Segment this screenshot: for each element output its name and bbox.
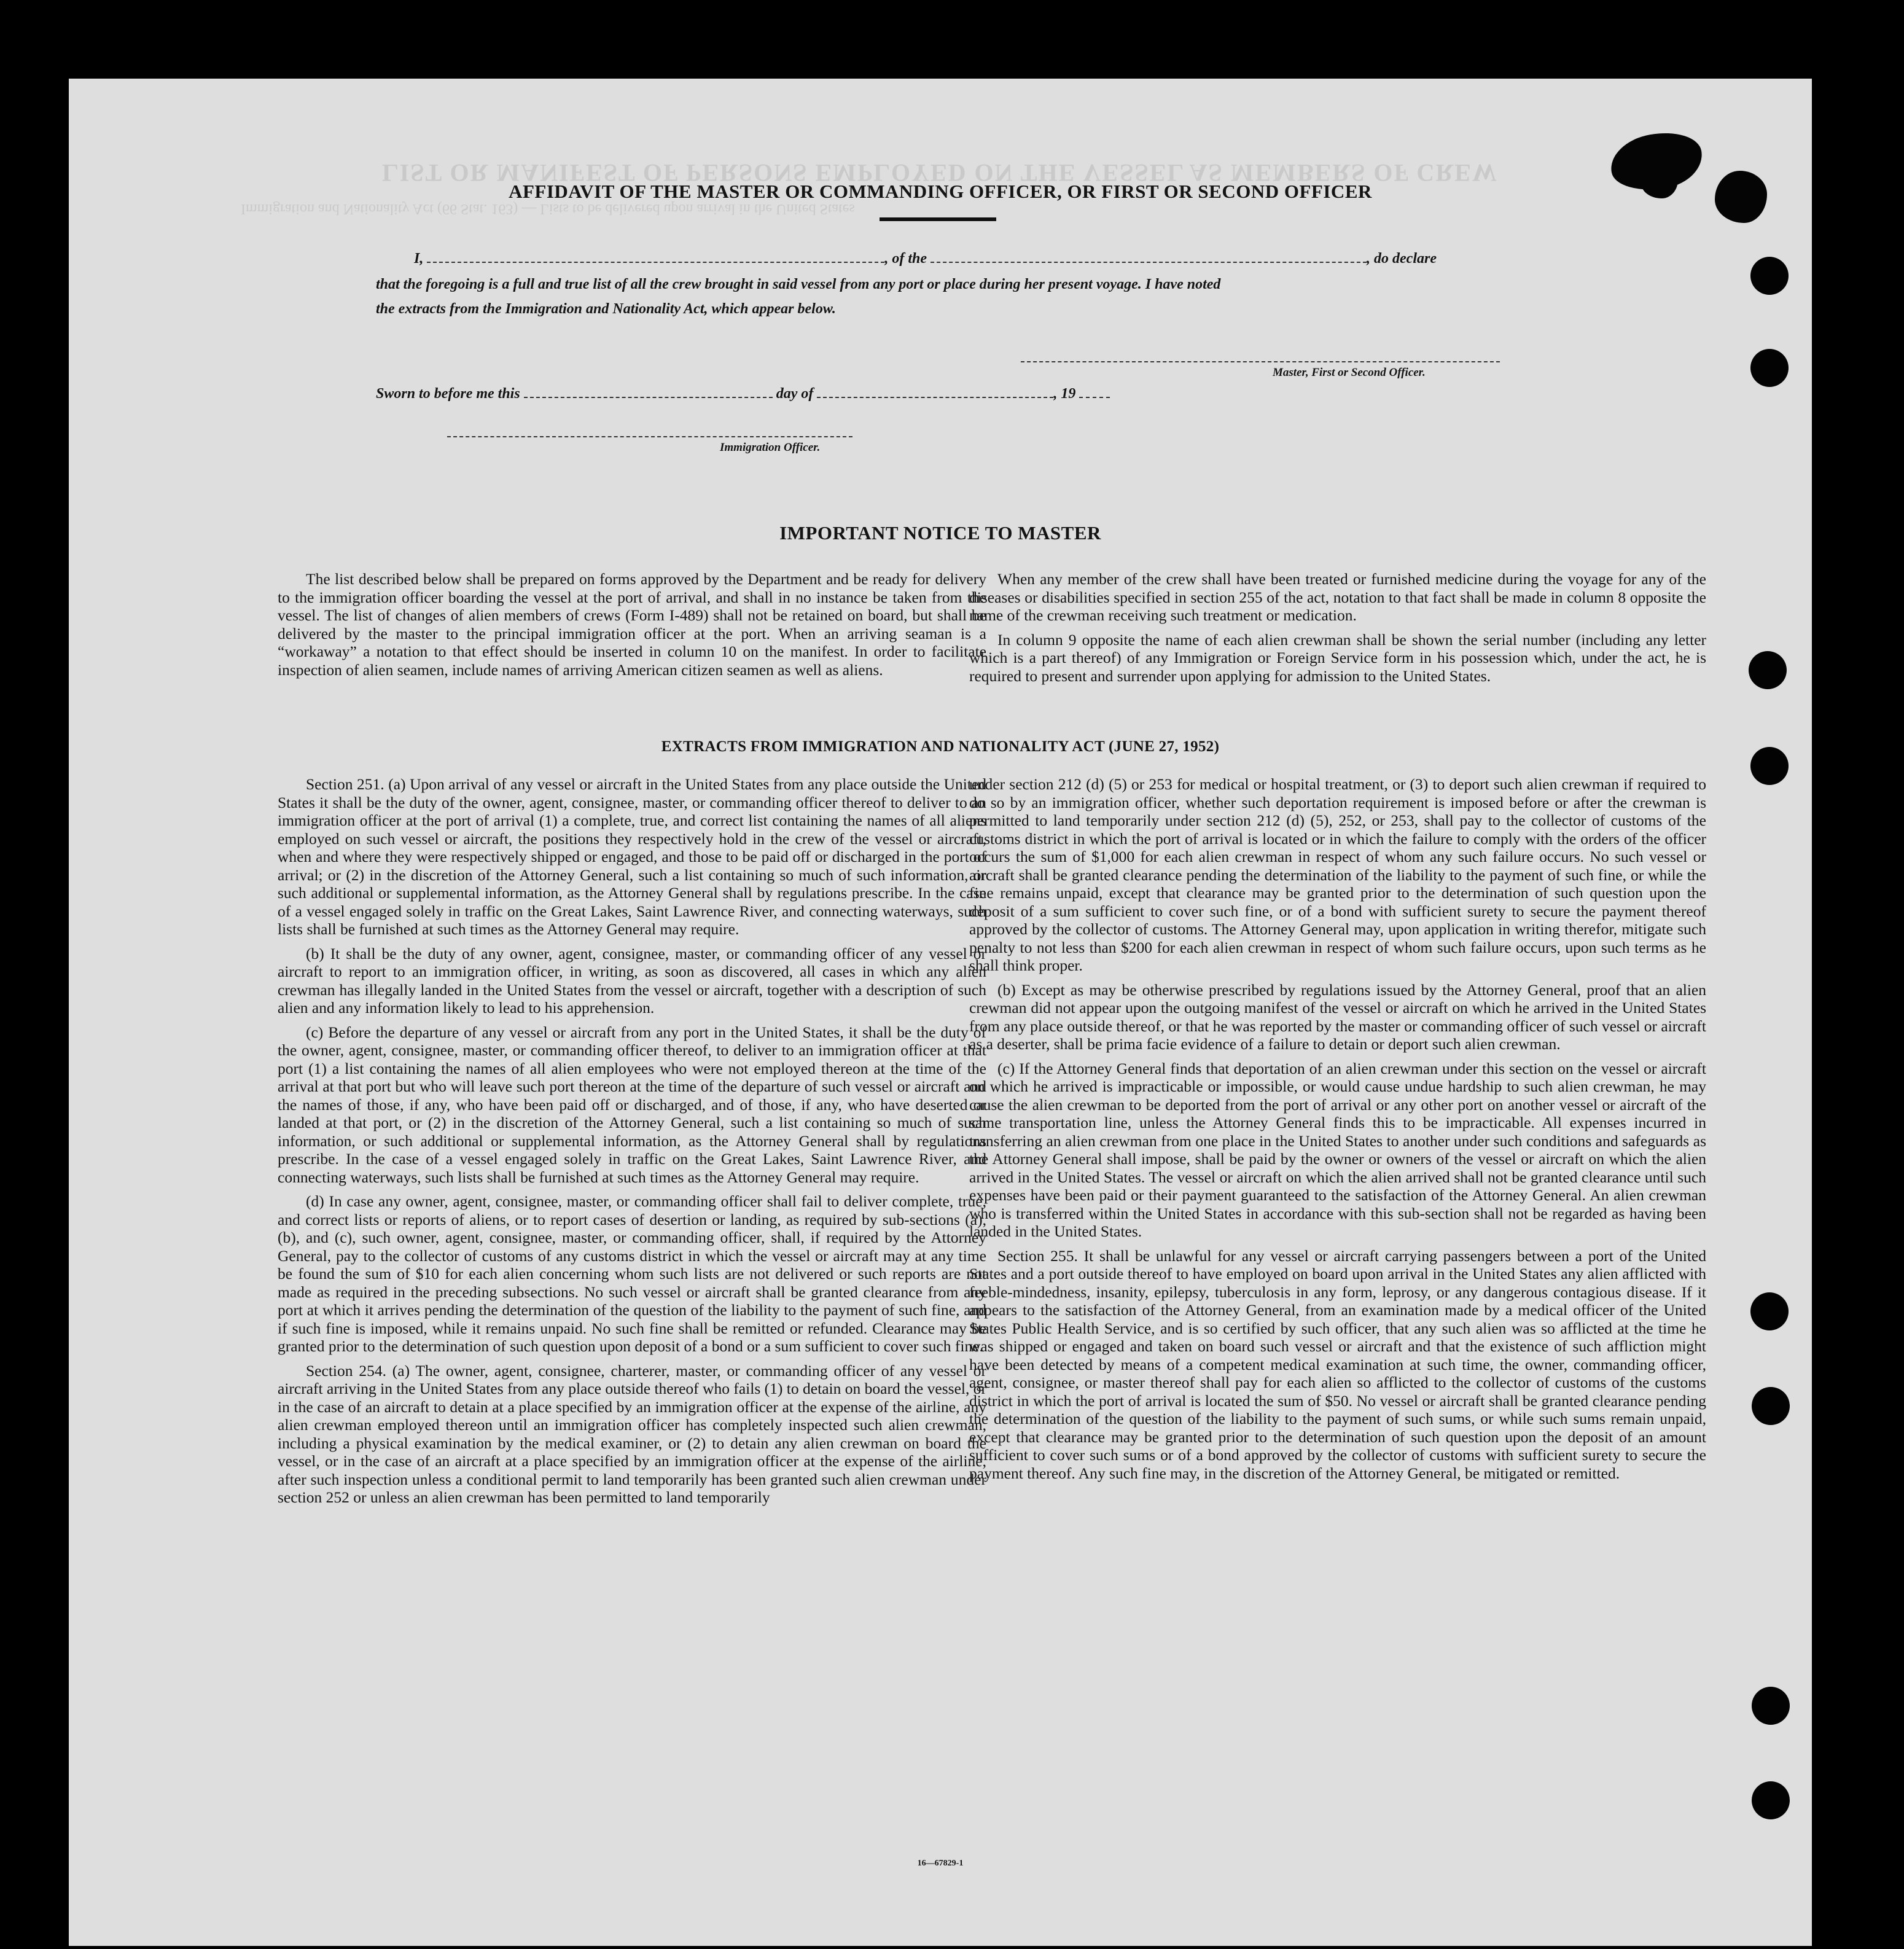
title-rule	[880, 217, 996, 221]
form-page	[69, 79, 1812, 1946]
extracts-title: EXTRACTS FROM IMMIGRATION AND NATIONALITY ACT (JUNE 27, 1952)	[661, 738, 1220, 755]
section-251c-paragraph: (c) Before the departure of any vessel or aircraft from any port in the United States, it shall be the duty of the owner, agent, consignee, master, or commanding officer thereof, to deliver to an immigration officer at that port (1) a list containing the names of all alien employees who were not employed thereon at the time of the arrival at that port but who will leave such port thereon at the time of the departure of such vessel or aircraft and the names of those, if any, who have been paid off or discharged, and of those, if any, who have deserted or landed at that port, or (2) in the discretion of the Attorney General, such a list containing so much of such information, or such additional or supplemental information, as the Attorney General shall by regulations prescribe. In the case of a vessel engaged solely in traffic on the Great Lakes, Saint Lawrence River, and connecting waterways, such lists shall be furnished at such times as the Attorney General may require.	[278, 1023, 986, 1186]
notice-left-column	[278, 570, 986, 679]
extracts-left-column	[278, 775, 986, 1507]
sworn-label: Sworn to before me this	[376, 386, 520, 402]
form-number: 16—67829-1	[917, 1859, 964, 1868]
sworn-date-field[interactable]	[524, 397, 773, 398]
bleed-through-heading: LIST OR MANIFEST OF PERSONS EMPLOYED ON THE VESSEL AS MEMBERS OF CREW	[382, 159, 1498, 187]
day-of-label: day of	[776, 386, 814, 402]
master-signature-label: Master, First or Second Officer.	[1273, 366, 1426, 379]
sworn-month-field[interactable]	[817, 397, 1053, 398]
section-254c-paragraph: (c) If the Attorney General finds that deportation of an alien crewman under this section on the vessel or aircraft on which he arrived is impracticable or impossible, or would cause undue hardship to such alien crewman, he may cause the alien crewman to be deported from the port of arrival or any other port on another vessel or aircraft of the same transportation line, unless the Attorney General finds this to be impracticable. All expenses incurred in transferring an alien crewman from one place in the United States to another under such conditions and safeguards as the Attorney General shall impose, shall be paid by the owner or owners of the vessel or aircraft on which the alien arrived in the United States. The vessel or aircraft on which the alien arrived shall not be granted clearance until such expenses have been paid or their payment guaranteed to the satisfaction of the Attorney General. An alien crewman who is transferred within the United States in accordance with this sub-section shall not be regarded as having been landed in the United States.	[969, 1059, 1706, 1240]
sworn-line	[376, 386, 1110, 402]
declare-label: , do declare	[1367, 251, 1437, 267]
section-255-paragraph: Section 255. It shall be unlawful for any vessel or aircraft carrying passengers between a port of the United States and a port outside thereof to have employed on board upon arrival in the United States any alien afflicted with feeble-mindedness, insanity, epilepsy, tuberculosis in any form, leprosy, or any dangerous contagious disease. If it appears to the satisfaction of the Attorney General, from an examination made by a medical officer of the United States Public Health Service, and is so certified by such officer, that any such alien was so afflicted at the time he was shipped or engaged and taken on board such vessel or aircraft and that the existence of such affliction might have been detected by means of a competent medical examination at such time, the owner, commanding officer, agent, consignee, or master thereof shall pay for each alien so afflicted to the collector of customs of the customs district in which the port of arrival is located the sum of $50. No vessel or aircraft shall be granted clearance pending the determination of the question of the liability to the payment of such sums, or while such sums remain unpaid, except that clearance may be granted prior to the determination of such question upon the deposit of an amount sufficient to cover such sums or of a bond approved by the collector of customs with sufficient surety to secure the payment thereof. Any such fine may, in the discretion of the Attorney General, be mitigated or remitted.	[969, 1246, 1706, 1482]
punch-hole	[1749, 651, 1787, 689]
extracts-right-column	[969, 775, 1706, 1482]
section-254b-paragraph: (b) Except as may be otherwise prescribed by regulations issued by the Attorney General, proof that an alien crewman did not appear upon the outgoing manifest of the vessel or aircraft on which he arrived in the United States from any place outside thereof, or that he was reported by the master or commanding officer of such vessel or aircraft as a deserter, shall be prima facie evidence of a failure to detain or deport such alien crewman.	[969, 980, 1706, 1053]
notice-title: IMPORTANT NOTICE TO MASTER	[779, 522, 1101, 544]
notice-paragraph: When any member of the crew shall have been treated or furnished medicine during the voyage for any of the diseases or disabilities specified in section 255 of the act, notation to that fact shall be made in column 8 opposite the name of the crewman receiving such treatment or medication.	[969, 570, 1706, 624]
section-251b-paragraph: (b) It shall be the duty of any owner, agent, consignee, master, or commanding officer of any vessel or aircraft to report to an immigration officer, in writing, as soon as discovered, all cases in which any alien crewman has illegally landed in the United States from the vessel or aircraft, together with a description of such alien and any information likely to lead to his apprehension.	[278, 944, 986, 1017]
declarant-prefix: I,	[414, 251, 424, 267]
section-251d-paragraph: (d) In case any owner, agent, consignee, master, or commanding officer shall fail to deliver complete, true, and correct lists or reports of aliens, or to report cases of desertion or landing, as required by sub-sections (a), (b), and (c), such owner, agent, consignee, master, or commanding officer, shall, if required by the Attorney General, pay to the collector of customs of any customs district in which the vessel or aircraft may at any time be found the sum of $10 for each alien concerning whom such lists are not delivered or such reports are not made as required in the preceding subsections. No such vessel or aircraft shall be granted clearance from any port at which it arrives pending the determination of the question of the liability to the payment of such fine, and if such fine is imposed, while it remains unpaid. No such fine shall be remitted or refunded. Clearance may be granted prior to the determination of such question upon deposit of a bond or a sum sufficient to cover such fine.	[278, 1192, 986, 1355]
immigration-officer-label: Immigration Officer.	[720, 441, 821, 454]
punch-hole	[1750, 1292, 1789, 1330]
year-prefix-label: , 19	[1053, 386, 1076, 402]
master-signature-field[interactable]	[1021, 361, 1500, 362]
declarant-name-field[interactable]	[427, 262, 884, 263]
punch-hole	[1752, 1387, 1790, 1425]
punch-hole	[1752, 1781, 1790, 1819]
vessel-name-field[interactable]	[931, 262, 1367, 263]
notice-right-column	[969, 570, 1706, 685]
notice-paragraph: In column 9 opposite the name of each alien crewman shall be shown the serial number (including any letter which is a part thereof) of any Immigration or Foreign Service form in his possession which, under the act, he is required to present and surrender upon applying for admission to the United States.	[969, 630, 1706, 685]
notice-paragraph: The list described below shall be prepared on forms approved by the Department and be ready for delivery to the immigration officer boarding the vessel at the port of arrival, and shall in no instance be taken from the vessel. The list of changes of alien members of crews (Form I-489) shall not be retained on board, but shall be delivered by the master to the principal immigration officer at the port. When an arriving seaman is a “workaway” a notation to that effect should be inserted in column 10 on the manifest. In order to facilitate inspection of alien seamen, include names of arriving American citizen seamen as well as aliens.	[278, 570, 986, 679]
punch-hole	[1750, 349, 1789, 387]
sworn-year-field[interactable]	[1079, 397, 1110, 398]
immigration-officer-signature-field[interactable]	[447, 436, 853, 437]
declaration-text-line: that the foregoing is a full and true list of all the crew brought in said vessel from any port or place during her present voyage. I have noted	[376, 276, 1221, 292]
punch-hole	[1752, 1687, 1790, 1725]
bleed-through-subheading: Immigration and Nationality Act (66 Stat. 163) — Lists to be delivered upon arrival in the United States	[241, 201, 855, 217]
section-254a-paragraph: Section 254. (a) The owner, agent, consignee, charterer, master, or commanding officer of any vessel or aircraft arriving in the United States from any place outside thereof who fails (1) to detain on board the vessel, or in the case of an aircraft to detain at a place specified by an immigration officer at the expense of the airline, any alien crewman employed thereon until an immigration officer has completely inspected such alien crewman, including a physical examination by the medical examiner, or (2) to detain any alien crewman on board the vessel, or in the case of an aircraft at a place specified by an immigration officer at the expense of the airline, after such inspection unless a conditional permit to land temporarily has been granted such alien crewman under section 252 or unless an alien crewman has been permitted to land temporarily	[278, 1361, 986, 1506]
affidavit-title: AFFIDAVIT OF THE MASTER OR COMMANDING OFFICER, OR FIRST OR SECOND OFFICER	[509, 181, 1372, 202]
section-251a-paragraph: Section 251. (a) Upon arrival of any vessel or aircraft in the United States from any place outside the United States it shall be the duty of the owner, agent, consignee, master, or commanding officer thereof to deliver to an immigration officer at the port of arrival (1) a complete, true, and correct list containing the names of all aliens employed on such vessel or aircraft, the positions they respectively hold in the crew of the vessel or aircraft, when and where they were respectively shipped or engaged, and those to be paid off or discharged in the port of arrival; or (2) in the discretion of the Attorney General, such a list containing so much of such information, or such additional or supplemental information, as the Attorney General shall by regulations prescribe. In the case of a vessel engaged solely in traffic on the Great Lakes, Saint Lawrence River, and connecting waterways, such lists shall be furnished at such times as the Attorney General may require.	[278, 775, 986, 938]
declarant-of-label: , of the	[884, 251, 927, 267]
declaration-text-line: the extracts from the Immigration and Nationality Act, which appear below.	[376, 301, 836, 317]
declaration-line	[414, 251, 1437, 267]
punch-hole	[1750, 257, 1789, 295]
section-254a-continued-paragraph: under section 212 (d) (5) or 253 for medical or hospital treatment, or (3) to deport such alien crewman if required to do so by an immigration officer, whether such deportation requirement is imposed before or after the crewman is permitted to land temporarily under section 212 (d) (5), 252, or 253, shall pay to the collector of customs of the customs district in which the port of arrival is located or in which the failure to comply with the orders of the officer occurs the sum of $1,000 for each alien crewman in respect of whom any such failure occurs. No such vessel or aircraft shall be granted clearance pending the determination of the liability to the payment of such fine, or while the fine remains unpaid, except that clearance may be granted prior to the determination of such question upon the deposit of a sum sufficient to cover such fine, or of a bond with sufficient surety to secure the payment thereof approved by the collector of customs. The Attorney General may, upon application in writing therefor, mitigate such penalty to not less than $200 for each alien crewman in respect of whom such failure occurs, upon such terms as he shall think proper.	[969, 775, 1706, 974]
